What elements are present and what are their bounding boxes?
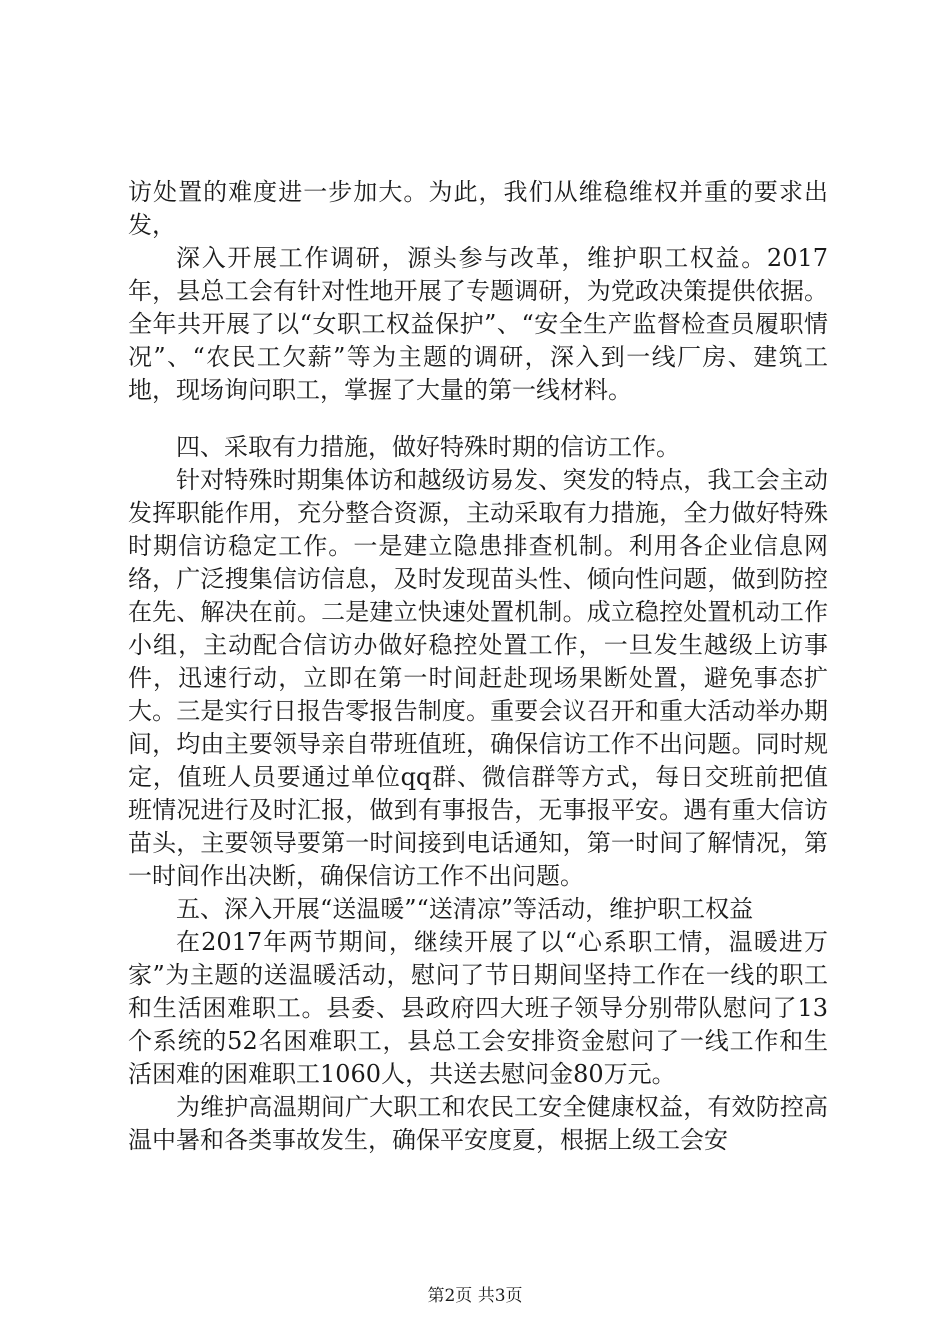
- paragraph-summer-protection: 为维护高温期间广大职工和农民工安全健康权益，有效防控高温中暑和各类事故发生，确保平安度夏，根据上级工会安: [128, 1093, 828, 1154]
- document-body: [128, 176, 828, 1157]
- paragraph-continuation: 访处置的难度进一步加大。为此，我们从维稳维权并重的要求出发，: [128, 178, 828, 239]
- paragraph-warmth-activity: 在2017年两节期间，继续开展了以“心系职工情，温暖进万家”为主题的送温暖活动，慰问了节日期间坚持工作在一线的职工和生活困难职工。县委、县政府四大班子领导分别带队慰问了13个系统的52名困难职工，县总工会安排资金慰问了一线工作和生活困难的困难职工1060人，共送去慰问金80万元。: [128, 928, 828, 1088]
- page-footer: 第2页 共3页: [427, 1286, 523, 1306]
- paragraph-gap: [128, 407, 828, 431]
- paragraph-research: 深入开展工作调研，源头参与改革，维护职工权益。2017年，县总工会有针对性地开展了专题调研，为党政决策提供依据。全年共开展了以“女职工权益保护”、“安全生产监督检查员履职情况”、“农民工欠薪”等为主题的调研，深入到一线厂房、建筑工地，现场询问职工，掌握了大量的第一线材料。: [128, 244, 828, 404]
- section-heading-five: 五、深入开展“送温暖”“送清凉”等活动，维护职工权益: [176, 895, 754, 923]
- section-heading-four: 四、采取有力措施，做好特殊时期的信访工作。: [176, 433, 680, 461]
- paragraph-special-period: 针对特殊时期集体访和越级访易发、突发的特点，我工会主动发挥职能作用，充分整合资源，主动采取有力措施，全力做好特殊时期信访稳定工作。一是建立隐患排查机制。利用各企业信息网络，广泛搜集信访信息，及时发现苗头性、倾向性问题，做到防控在先、解决在前。二是建立快速处置机制。成立稳控处置机动工作小组，主动配合信访办做好稳控处置工作，一旦发生越级上访事件，迅速行动，立即在第一时间赶赴现场果断处置，避免事态扩大。三是实行日报告零报告制度。重要会议召开和重大活动举办期间，均由主要领导亲自带班值班，确保信访工作不出问题。同时规定，值班人员要通过单位qq群、微信群等方式，每日交班前把值班情况进行及时汇报，做到有事报告，无事报平安。遇有重大信访苗头，主要领导要第一时间接到电话通知，第一时间了解情况，第一时间作出决断，确保信访工作不出问题。: [128, 466, 828, 890]
